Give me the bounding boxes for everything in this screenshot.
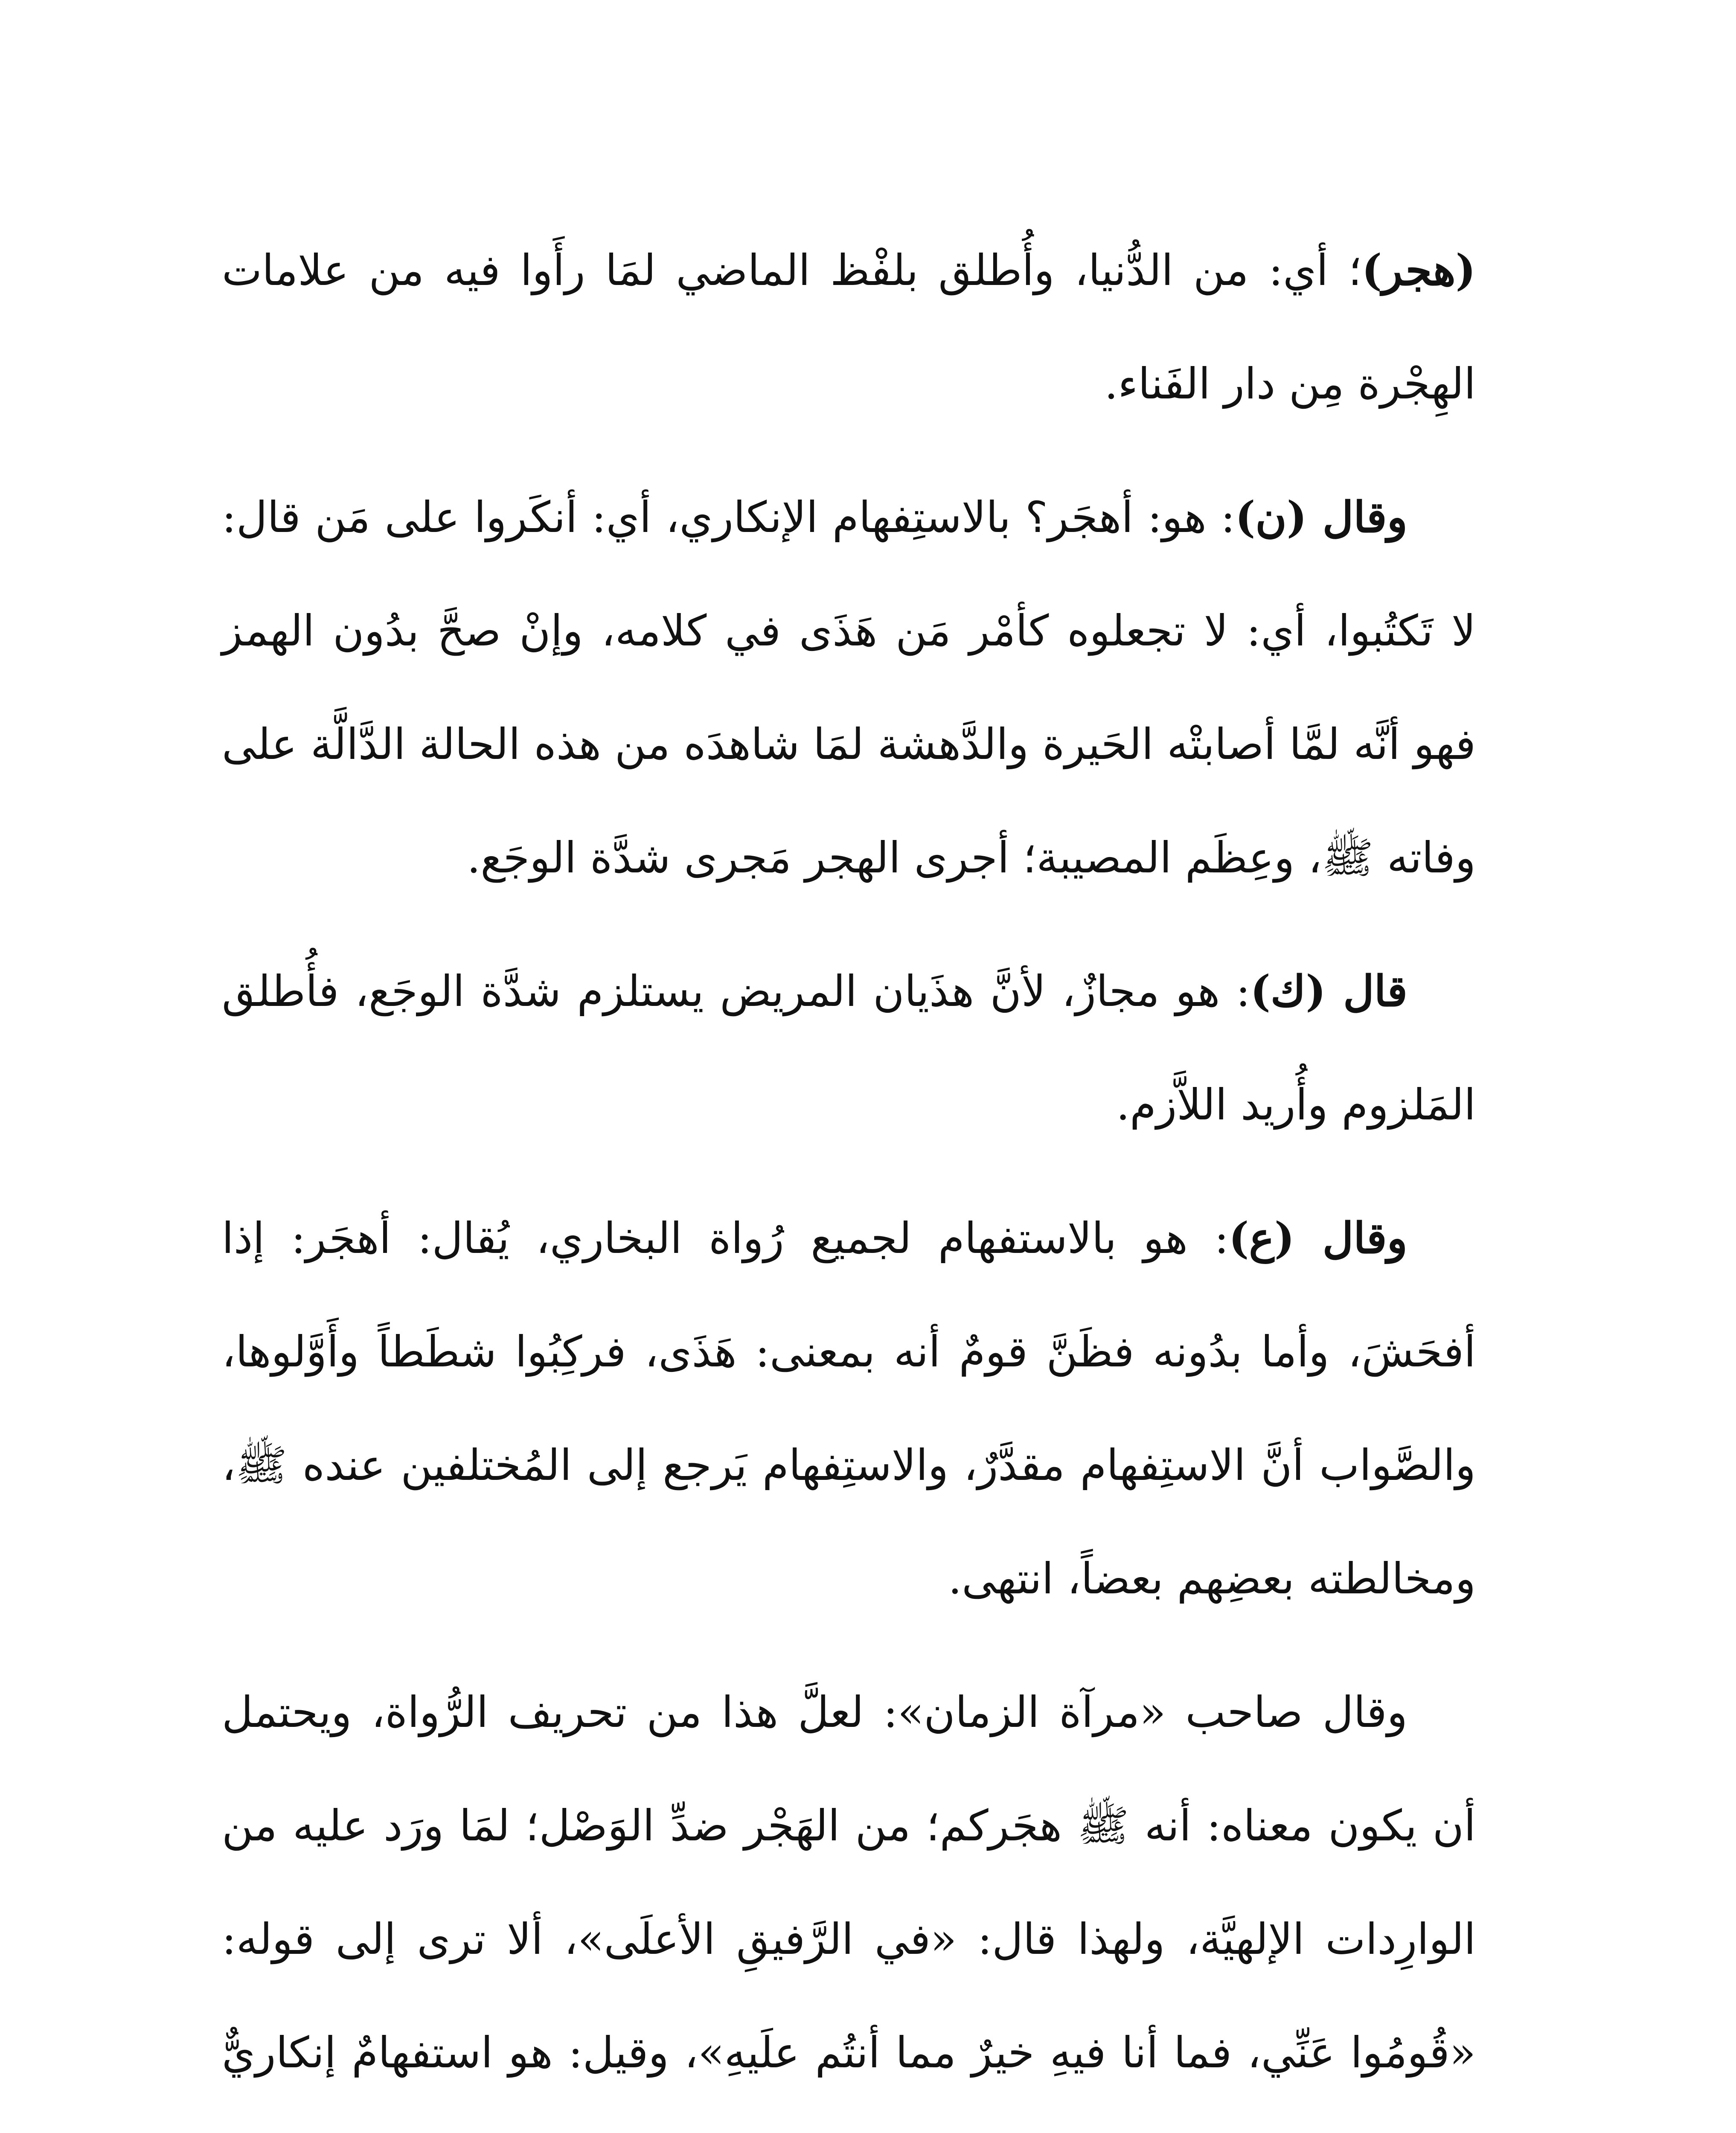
paragraph-lead: قال (ك) xyxy=(1250,966,1408,1016)
paragraph-kaf xyxy=(222,934,1476,1162)
paragraph-mirat-al-zaman xyxy=(222,1655,1476,2133)
paragraph-lead: وقال (ع) xyxy=(1229,1213,1407,1263)
page-body xyxy=(222,213,1476,2133)
paragraph-lead: وقال (ن) xyxy=(1235,492,1407,542)
paragraph-ayn xyxy=(222,1181,1476,1636)
paragraph-text: : هو مجازٌ، لأنَّ هذَيان المريض يستلزم شدَّة الوجَع، فأُطلق المَلزوم وأُريد اللاَّزم. xyxy=(222,966,1476,1130)
paragraph-text: ؛ أي: من الدُّنيا، وأُطلق بلفْظ الماضي لمَا رأَوا فيه من علامات الهِجْرة مِن دار الفَناء. xyxy=(222,245,1476,409)
paragraph-text: : هو بالاستفهام لجميع رُواة البخاري، يُقال: أهجَر: إذا أفحَشَ، وأما بدُونه فظَنَّ قومٌ أنه بمعنى: هَذَى، فركِبُوا شطَطاً وأَوَّلوها، والصَّواب أنَّ الاستِفهام مقدَّرٌ، والاستِفهام يَرجع إلى المُختلفين عنده ﷺ، ومخالطته بعضِهم بعضاً، انتهى. xyxy=(222,1213,1476,1604)
paragraph-hajar xyxy=(222,213,1476,441)
paragraph-text: : هو: أهجَر؟ بالاستِفهام الإنكاري، أي: أنكَروا على مَن قال: لا تَكتُبوا، أي: لا تجعلوه كأمْر مَن هَذَى في كلامه، وإنْ صحَّ بدُون الهمز فهو أنَّه لمَّا أصابتْه الحَيرة والدَّهشة لمَا شاهدَه من هذه الحالة الدَّالَّة على وفاته ﷺ، وعِظَم المصيبة؛ أجرى الهجر مَجرى شدَّة الوجَع. xyxy=(222,492,1476,883)
paragraph-lead: (هجر) xyxy=(1361,245,1476,295)
paragraph-text: وقال صاحب «مرآة الزمان»: لعلَّ هذا من تحريف الرُّواة، ويحتمل أن يكون معناه: أنه ﷺ هجَركم؛ من الهَجْر ضدِّ الوَصْل؛ لمَا ورَد عليه من الوارِدات الإلهيَّة، ولهذا قال: «في الرَّفيقِ الأعلَى»، ألا ترى إلى قوله: «قُومُوا عَنِّي، فما أنا فيهِ خيرٌ مما أنتُم علَيهِ»، وقيل: هو استفهامٌ إنكاريٌّ xyxy=(222,1687,1476,2078)
paragraph-nun xyxy=(222,460,1476,915)
